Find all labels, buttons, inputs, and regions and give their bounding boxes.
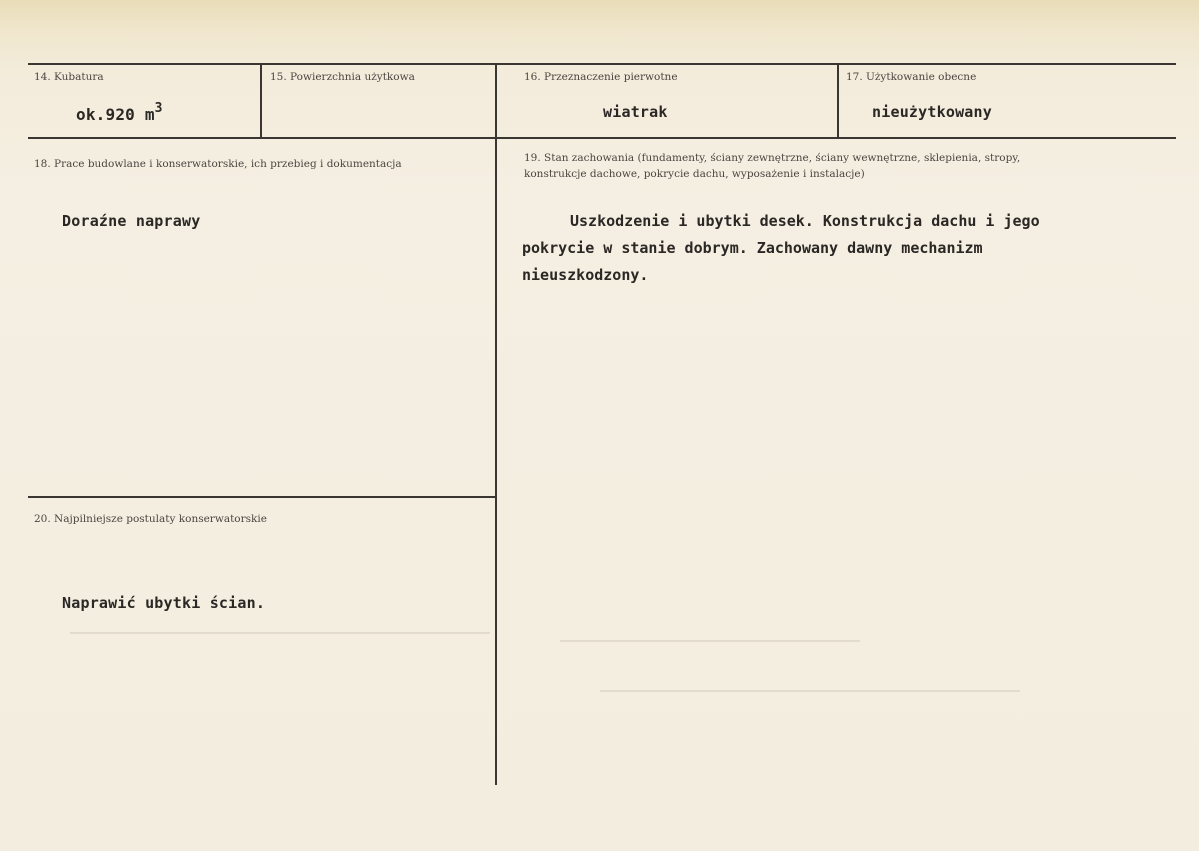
field-19-label-line-2: konstrukcje dachowe, pokrycie dachu, wyposażenie i instalacje) — [524, 168, 865, 181]
field-19-value-line-1 — [522, 208, 1040, 235]
field-17-value: nieużytkowany — [872, 103, 992, 121]
cell-divider-14-15 — [260, 64, 262, 138]
field-15-label: 15. Powierzchnia użytkowa — [270, 71, 415, 83]
field-20-value: Naprawić ubytki ścian. — [62, 594, 266, 612]
field-16-value: wiatrak — [603, 103, 668, 121]
field-19-value-line-2: pokrycie w stanie dobrym. Zachowany dawny mechanizm — [522, 239, 983, 257]
field-18-value: Doraźne naprawy — [62, 212, 201, 230]
field-14-value — [76, 101, 163, 124]
field-14-label: 14. Kubatura — [34, 71, 104, 83]
field-19-label — [524, 150, 1020, 183]
field-17-label: 17. Użytkowanie obecne — [846, 71, 977, 83]
main-column-divider — [495, 64, 497, 785]
field-18-label: 18. Prace budowlane i konserwatorskie, ich przebieg i dokumentacja — [34, 158, 402, 170]
left-column-divider-rule — [28, 496, 496, 498]
row-divider-rule — [28, 137, 1176, 139]
top-rule — [28, 63, 1176, 65]
volume-value: ok.920 m — [76, 105, 155, 124]
field-16-label: 16. Przeznaczenie pierwotne — [524, 71, 678, 83]
field-19-value-line-3: nieuszkodzony. — [522, 266, 649, 284]
bleed-through-mark — [560, 640, 860, 642]
field-19-label-line-1: 19. Stan zachowania (fundamenty, ściany zewnętrzne, ściany wewnętrzne, sklepienia, stropy, — [524, 152, 1021, 164]
field-20-label: 20. Najpilniejsze postulaty konserwatorskie — [34, 513, 267, 525]
cell-divider-16-17 — [837, 64, 839, 138]
bleed-through-mark — [70, 632, 490, 634]
volume-unit-superscript: 3 — [154, 101, 163, 116]
field-19-value-line-1-text: Uszkodzenie i ubytki desek. Konstrukcja dachu i jego — [570, 212, 1040, 230]
field-19-value — [522, 208, 1040, 289]
bleed-through-mark — [600, 690, 1020, 692]
